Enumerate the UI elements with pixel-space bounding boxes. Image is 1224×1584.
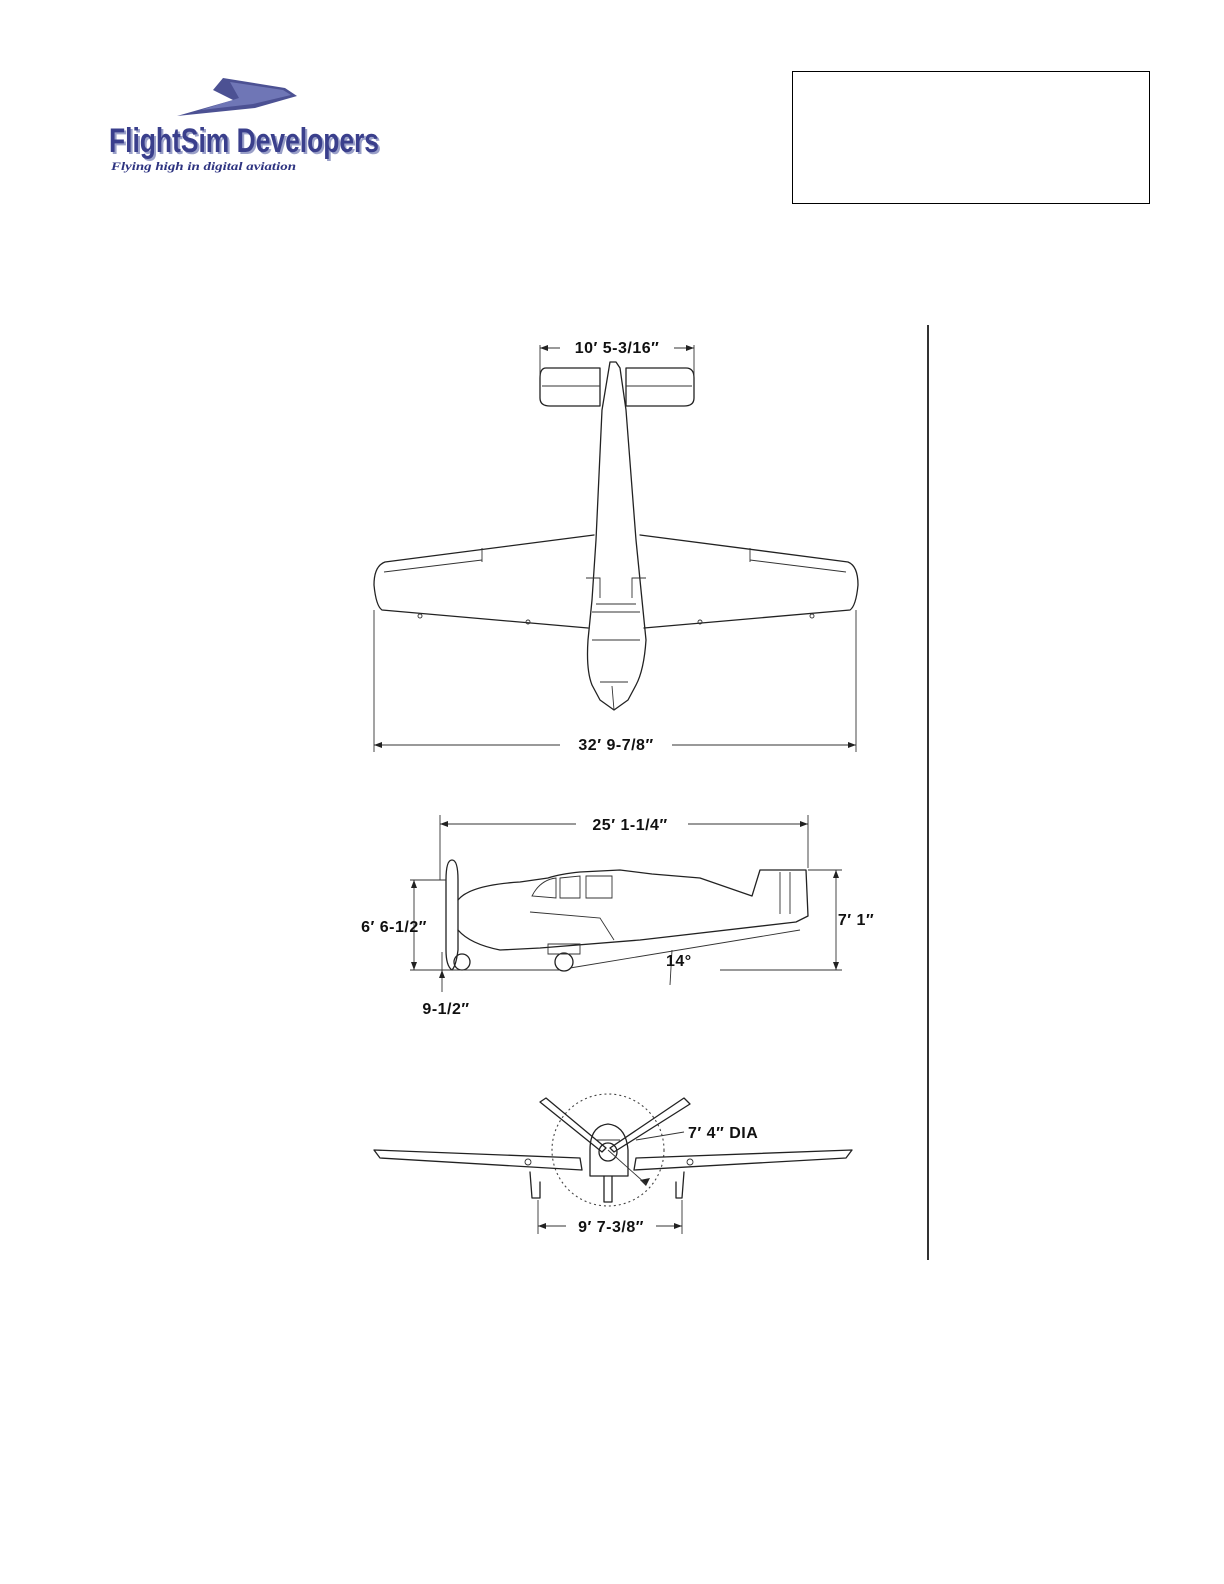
stab-span-label: 10′ 5-3/16″ — [574, 340, 660, 357]
tail-angle-label: 14° — [666, 953, 692, 970]
prop-diameter-label: 7′ 4″ DIA — [688, 1125, 759, 1142]
logo-brand-text-front: FlightSim Developers — [109, 122, 379, 160]
side-view-fuselage — [458, 870, 808, 950]
top-view — [374, 340, 858, 754]
front-view-left-wing — [374, 1150, 582, 1170]
logo-brand-text: FlightSim Developers — [111, 124, 381, 162]
wheel-track-label: 9′ 7-3/8″ — [578, 1219, 644, 1236]
side-view — [361, 815, 874, 1018]
ground-clearance-label: 9-1/2″ — [422, 1001, 470, 1018]
top-view-left-wing — [374, 535, 594, 628]
logo-tagline: Flying high in digital aviation — [109, 159, 297, 173]
top-view-fuselage — [588, 362, 647, 710]
top-view-stabilizer — [540, 368, 600, 406]
top-view-right-wing — [640, 535, 858, 628]
prop-height-label: 6′ 6-1/2″ — [361, 919, 427, 936]
front-view — [374, 1094, 852, 1236]
tail-height-label: 7′ 1″ — [837, 912, 875, 929]
front-view-right-wing — [634, 1150, 852, 1170]
length-label: 25′ 1-1/4″ — [592, 817, 668, 834]
side-view-propeller — [446, 860, 458, 970]
wing-span-label: 32′ 9-7/8″ — [578, 737, 654, 754]
